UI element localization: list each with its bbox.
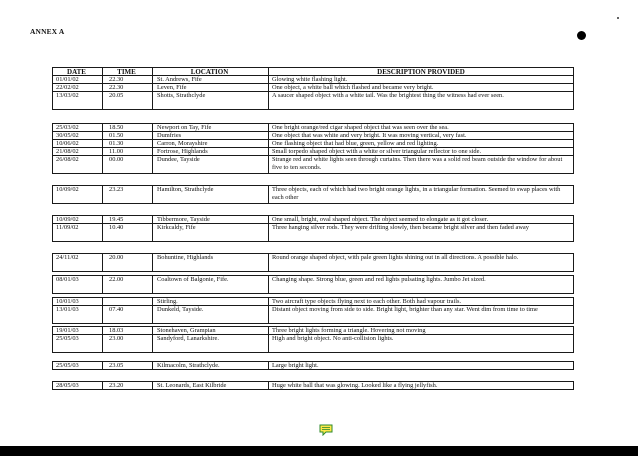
cell-location: Kilmacolm, Strathclyde. (153, 362, 269, 369)
table-row (52, 253, 574, 272)
cell-date: 26/08/02 (53, 156, 103, 173)
cell-location: Stirling. (153, 298, 269, 305)
cell-date: 13/01/03 (53, 306, 103, 323)
cell-location: St. Andrews, Fife (153, 76, 269, 83)
cell-description: Three hanging silver rods. They were drifting slowly, then became bright silver and then faded away (272, 224, 529, 231)
cell-time: 18.03 (103, 327, 153, 334)
cell-location: Dunkeld, Tayside. (153, 306, 269, 323)
cell-location: Kirkcaldy, Fife (153, 224, 269, 241)
cell-location: Hamilton, Strathclyde (153, 186, 269, 203)
table-row (52, 361, 574, 370)
header-location: LOCATION (153, 68, 269, 75)
header-time: TIME (103, 68, 153, 75)
annex-heading: ANNEX A (30, 27, 65, 36)
cell-location: Leven, Fife (153, 84, 269, 91)
cell-date: 10/01/03 (53, 298, 103, 305)
cell-location: St. Leonards, East Kilbride (153, 382, 269, 389)
table-row (52, 155, 574, 174)
cell-date: 24/11/02 (53, 254, 103, 271)
cell-date: 25/03/02 (53, 124, 103, 131)
scan-footer-bar (0, 446, 638, 456)
cell-description: Round orange shaped object, with pale green lights shining out in all directions. A possible halo. (272, 254, 519, 261)
cell-description: Changing shape. Strong blue, green and red lights pulsating lights. Jumbo Jet sized. (272, 276, 486, 283)
bullet-dot-icon (577, 31, 586, 40)
cell-description: Small torpedo shaped object with a white or silver triangular reflector to one side. (272, 148, 482, 155)
cell-time: 23.00 (103, 335, 153, 352)
cell-time: 20.05 (103, 92, 153, 109)
cell-date: 28/05/03 (53, 382, 103, 389)
cell-time: 23.05 (103, 362, 153, 369)
cell-location: Shotts, Strathclyde (153, 92, 269, 109)
note-icon[interactable] (319, 424, 333, 436)
cell-description: Strange red and white lights seen through curtains. Then there was a solid red beam outside the window for about five to ten seconds. (272, 156, 563, 172)
cell-location: Dundee, Tayside (153, 156, 269, 173)
cell-location: Fortrose, Highlands (153, 148, 269, 155)
cell-description: One bright orange/red cigar shaped object that was seen over the sea. (272, 124, 449, 131)
cell-date: 11/09/02 (53, 224, 103, 241)
cell-description: One object, a white ball which flashed and became very bright. (272, 84, 434, 91)
header-date: DATE (53, 68, 103, 75)
cell-description: One flashing object that had blue, green, yellow and red lighting. (272, 140, 439, 147)
cell-description: Three bright lights forming a triangle. Hovering not moving (272, 327, 426, 334)
cell-time: 22.30 (103, 76, 153, 83)
cell-time: 19.45 (103, 216, 153, 223)
cell-time: 07.40 (103, 306, 153, 323)
cell-description: One object that was white and very bright. It was moving vertical, very fast. (272, 132, 467, 139)
cell-location: Carron, Morayshire (153, 140, 269, 147)
cell-date: 19/01/03 (53, 327, 103, 334)
cell-date: 22/02/02 (53, 84, 103, 91)
cell-date: 13/03/02 (53, 92, 103, 109)
cell-description: One small, bright, oval shaped object. The object seemed to elongate as it got closer. (272, 216, 489, 223)
header-description: DESCRIPTION PROVIDED (377, 68, 465, 75)
cell-description: High and bright object. No anti-collision lights. (272, 335, 394, 342)
cell-date: 10/09/02 (53, 186, 103, 203)
cell-time: 23.20 (103, 382, 153, 389)
cell-time: 20.00 (103, 254, 153, 271)
cell-time (103, 298, 153, 305)
table-row (52, 275, 574, 294)
cell-location: Tibbermore, Tayside (153, 216, 269, 223)
cell-time: 18.50 (103, 124, 153, 131)
table-row (52, 223, 574, 242)
cell-location: Coaltown of Balgonie, Fife. (153, 276, 269, 293)
cell-date: 01/01/02 (53, 76, 103, 83)
cell-date: 25/05/03 (53, 362, 103, 369)
cell-date: 21/08/02 (53, 148, 103, 155)
cell-date: 25/05/03 (53, 335, 103, 352)
cell-location: Newport on Tay, Fife (153, 124, 269, 131)
cell-date: 30/05/02 (53, 132, 103, 139)
cell-location: Bohuntine, Highlands (153, 254, 269, 271)
cell-description: A saucer shaped object with a white tail. Was the brightest thing the witness had ever seen. (272, 92, 504, 99)
cell-location: Dumfries (153, 132, 269, 139)
cell-time: 01.50 (103, 132, 153, 139)
cell-location: Stonehaven, Grampian (153, 327, 269, 334)
cell-description: Two aircraft type objects flying next to each other. Both had vapour trails. (272, 298, 462, 305)
cell-description: Glowing white flashing light. (272, 76, 348, 83)
table-row (52, 185, 574, 204)
cell-date: 08/01/03 (53, 276, 103, 293)
cell-time: 23.23 (103, 186, 153, 203)
cell-date: 10/09/02 (53, 216, 103, 223)
table-row (52, 305, 574, 324)
cell-time: 22.00 (103, 276, 153, 293)
table-row (52, 381, 574, 390)
cell-description: Distant object moving from side to side. Bright light, brighter than any star. Went dim from time to time (272, 306, 538, 313)
cell-location: Sandyford, Lanarkshire. (153, 335, 269, 352)
cell-time: 00.00 (103, 156, 153, 173)
cell-time: 01.30 (103, 140, 153, 147)
cell-description: Huge white ball that was glowing. Looked like a flying jellyfish. (272, 382, 438, 389)
scan-speck (617, 17, 619, 19)
table-row (52, 334, 574, 353)
cell-description: Large bright light. (272, 362, 319, 369)
cell-time: 11.00 (103, 148, 153, 155)
cell-time: 10.40 (103, 224, 153, 241)
cell-description: Three objects, each of which had two bright orange lights, in a triangular formation. Seemed to swap places with each other (272, 186, 561, 202)
table-row (52, 91, 574, 110)
cell-date: 10/06/02 (53, 140, 103, 147)
cell-time: 22.30 (103, 84, 153, 91)
